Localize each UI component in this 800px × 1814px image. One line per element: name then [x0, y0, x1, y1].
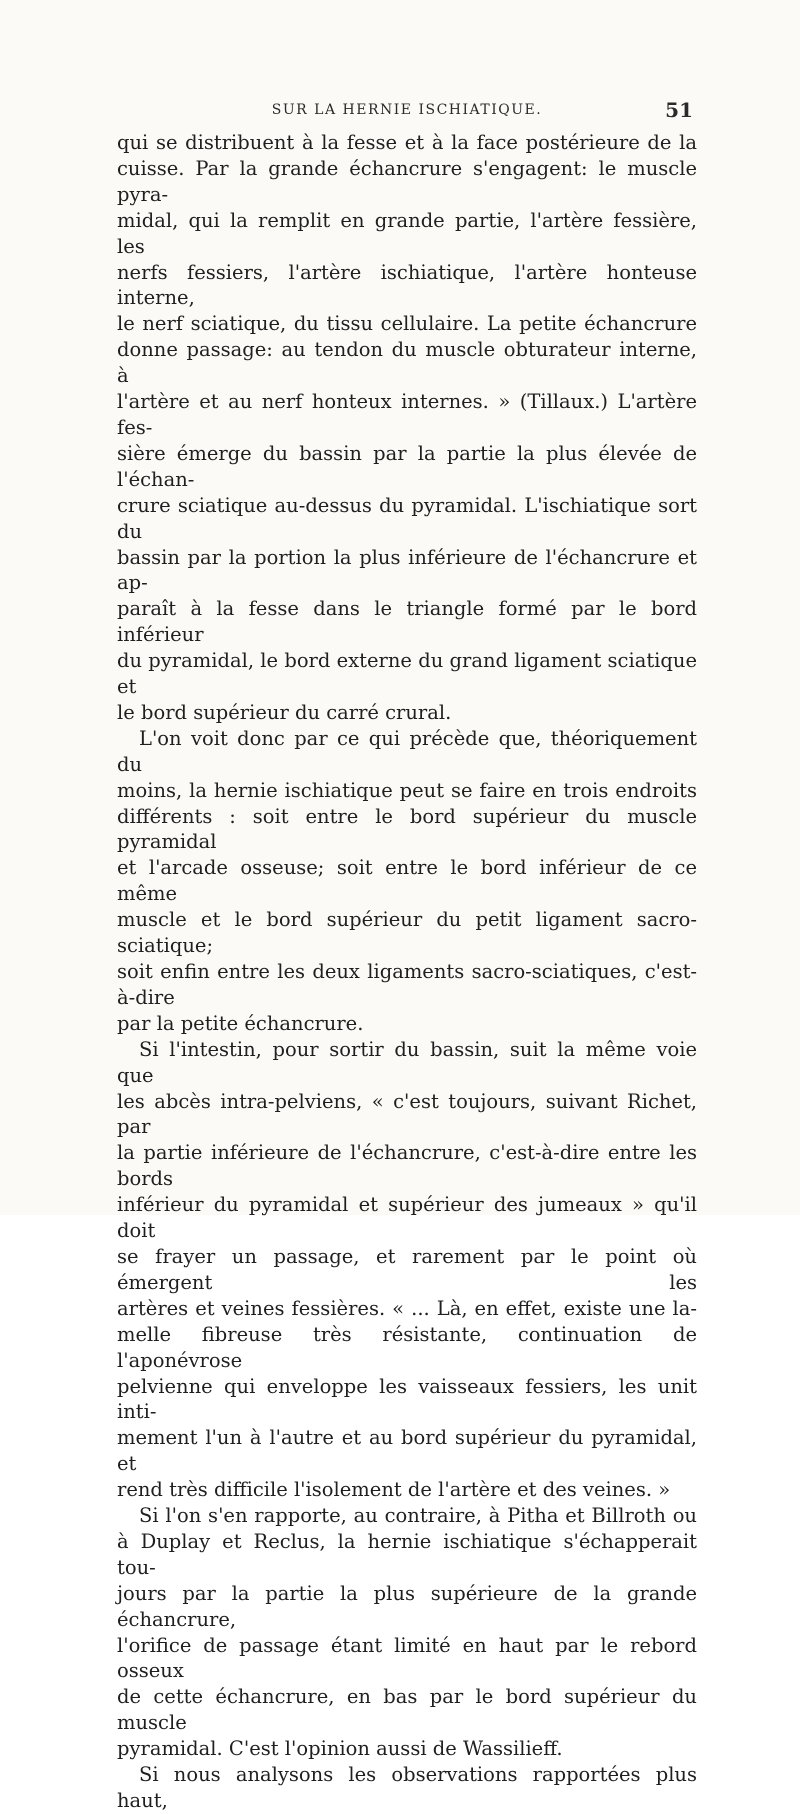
- text-line: l'artère et au nerf honteux internes. » (Tillaux.) L'artère fes-: [117, 390, 697, 439]
- running-head: [117, 100, 697, 124]
- text-line: crure sciatique au-dessus du pyramidal. L'ischiatique sort du: [117, 493, 697, 543]
- text-line: l'orifice de passage étant limité en haut par le rebord osseux: [117, 1633, 697, 1683]
- text-line: et l'arcade osseuse; soit entre le bord inférieur de ce même: [117, 856, 697, 906]
- text-line: inférieur du pyramidal et supérieur des jumeaux » qu'il doit: [117, 1193, 697, 1243]
- text-line: moins, la hernie ischiatique peut se faire en trois endroits: [117, 778, 697, 802]
- text-line: les abcès intra-pelviens, « c'est toujours, suivant Richet, par: [117, 1089, 697, 1139]
- text-line: la partie inférieure de l'échancrure, c'est-à-dire entre les bords: [117, 1141, 697, 1191]
- text-line: L'on voit donc par ce qui précède que, théoriquement du: [117, 726, 697, 776]
- text-line: donne passage: au tendon du muscle obturateur interne, à: [117, 338, 697, 388]
- text-line: se frayer un passage, et rarement par le point où émergent les: [117, 1244, 697, 1294]
- text-line: bassin par la portion la plus inférieure de l'échancrure et ap-: [117, 545, 697, 595]
- body-text: [117, 130, 697, 1814]
- text-line: mement l'un à l'autre et au bord supérieur du pyramidal, et: [117, 1426, 697, 1476]
- text-line: rend très difficile l'isolement de l'artère et des veines. »: [117, 1478, 671, 1502]
- text-line: de cette échancrure, en bas par le bord supérieur du muscle: [117, 1685, 697, 1735]
- text-line: muscle et le bord supérieur du petit ligament sacro-sciatique;: [117, 908, 697, 958]
- page-number: 51: [665, 98, 693, 122]
- text-line: paraît à la fesse dans le triangle formé par le bord inférieur: [117, 597, 697, 647]
- text-line: différents : soit entre le bord supérieur du muscle pyramidal: [117, 804, 697, 854]
- text-line: le nerf sciatique, du tissu cellulaire. La petite échancrure: [117, 312, 697, 336]
- text-line: cuisse. Par la grande échancrure s'engagent: le muscle pyra-: [117, 156, 697, 206]
- text-line: par la petite échancrure.: [117, 1011, 364, 1035]
- text-line: à Duplay et Reclus, la hernie ischiatique s'échapperait tou-: [117, 1529, 697, 1579]
- text-line: midal, qui la remplit en grande partie, l'artère fessière, les: [117, 208, 697, 258]
- text-line: soit enfin entre les deux ligaments sacro-sciatiques, c'est-à-dire: [117, 960, 697, 1009]
- text-line: Si l'intestin, pour sortir du bassin, suit la même voie que: [117, 1037, 697, 1087]
- text-line: jours par la partie la plus supérieure de la grande échancrure,: [117, 1581, 697, 1631]
- text-line: nerfs fessiers, l'artère ischiatique, l'artère honteuse interne,: [117, 260, 697, 310]
- text-line: Si l'on s'en rapporte, au contraire, à Pitha et Billroth ou: [139, 1504, 697, 1528]
- text-line: qui se distribuent à la fesse et à la face postérieure de la: [117, 131, 697, 154]
- text-line: pyramidal. C'est l'opinion aussi de Wassilieff.: [117, 1737, 563, 1761]
- text-line: sière émerge du bassin par la partie la plus élevée de l'échan-: [117, 441, 697, 491]
- text-line: melle fibreuse très résistante, continuation de l'aponévrose: [117, 1322, 697, 1372]
- text-line: le bord supérieur du carré crural.: [117, 700, 452, 724]
- running-title: SUR LA HERNIE ISCHIATIQUE.: [271, 102, 543, 118]
- text-line: Si nous analysons les observations rapportées plus haut,: [117, 1763, 697, 1812]
- text-line: artères et veines fessières. « ... Là, en effet, existe une la-: [117, 1296, 697, 1320]
- text-line: du pyramidal, le bord externe du grand ligament sciatique et: [117, 649, 697, 699]
- text-line: pelvienne qui enveloppe les vaisseaux fessiers, les unit inti-: [117, 1374, 697, 1424]
